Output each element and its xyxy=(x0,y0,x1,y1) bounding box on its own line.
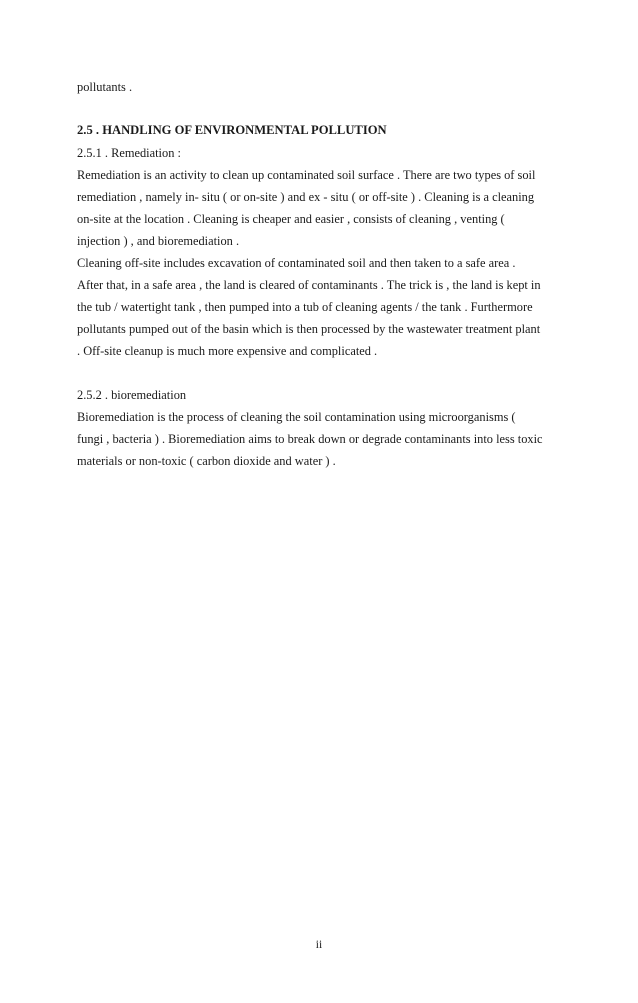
paragraph-line: fungi , bacteria ) . Bioremediation aims to break down or degrade contaminants into less toxic xyxy=(77,432,543,446)
paragraph-line: pollutants pumped out of the basin which is then processed by the wastewater treatment plant xyxy=(77,322,541,336)
paragraph-line: injection ) , and bioremediation . xyxy=(77,234,240,248)
paragraph-line: materials or non-toxic ( carbon dioxide and water ) . xyxy=(77,454,336,468)
subsection-heading-2-5-2: 2.5.2 . bioremediation xyxy=(77,388,187,402)
paragraph-line: . Off-site cleanup is much more expensive and complicated . xyxy=(77,344,378,358)
paragraph-line: on-site at the location . Cleaning is cheaper and easier , consists of cleaning , venting ( xyxy=(77,212,505,226)
paragraph-line: Cleaning off-site includes excavation of contaminated soil and then taken to a safe area . xyxy=(77,256,516,270)
subsection-heading-2-5-1: 2.5.1 . Remediation : xyxy=(77,146,181,160)
paragraph-line: remediation , namely in- situ ( or on-site ) and ex - situ ( or off-site ) . Cleaning is a cleaning xyxy=(77,190,535,204)
page-number: ii xyxy=(315,939,323,951)
paragraph-line: the tub / watertight tank , then pumped into a tub of cleaning agents / the tank . Furthermore xyxy=(77,300,533,314)
text-line-pollutants: pollutants . xyxy=(77,80,133,94)
section-heading-2-5: 2.5 . HANDLING OF ENVIRONMENTAL POLLUTION xyxy=(77,123,387,137)
paragraph-line: Bioremediation is the process of cleaning the soil contamination using microorganisms ( xyxy=(77,410,516,424)
paragraph-line: Remediation is an activity to clean up contaminated soil surface . There are two types of soil xyxy=(77,168,536,182)
paragraph-line: After that, in a safe area , the land is cleared of contaminants . The trick is , the land is kept in xyxy=(77,278,541,292)
